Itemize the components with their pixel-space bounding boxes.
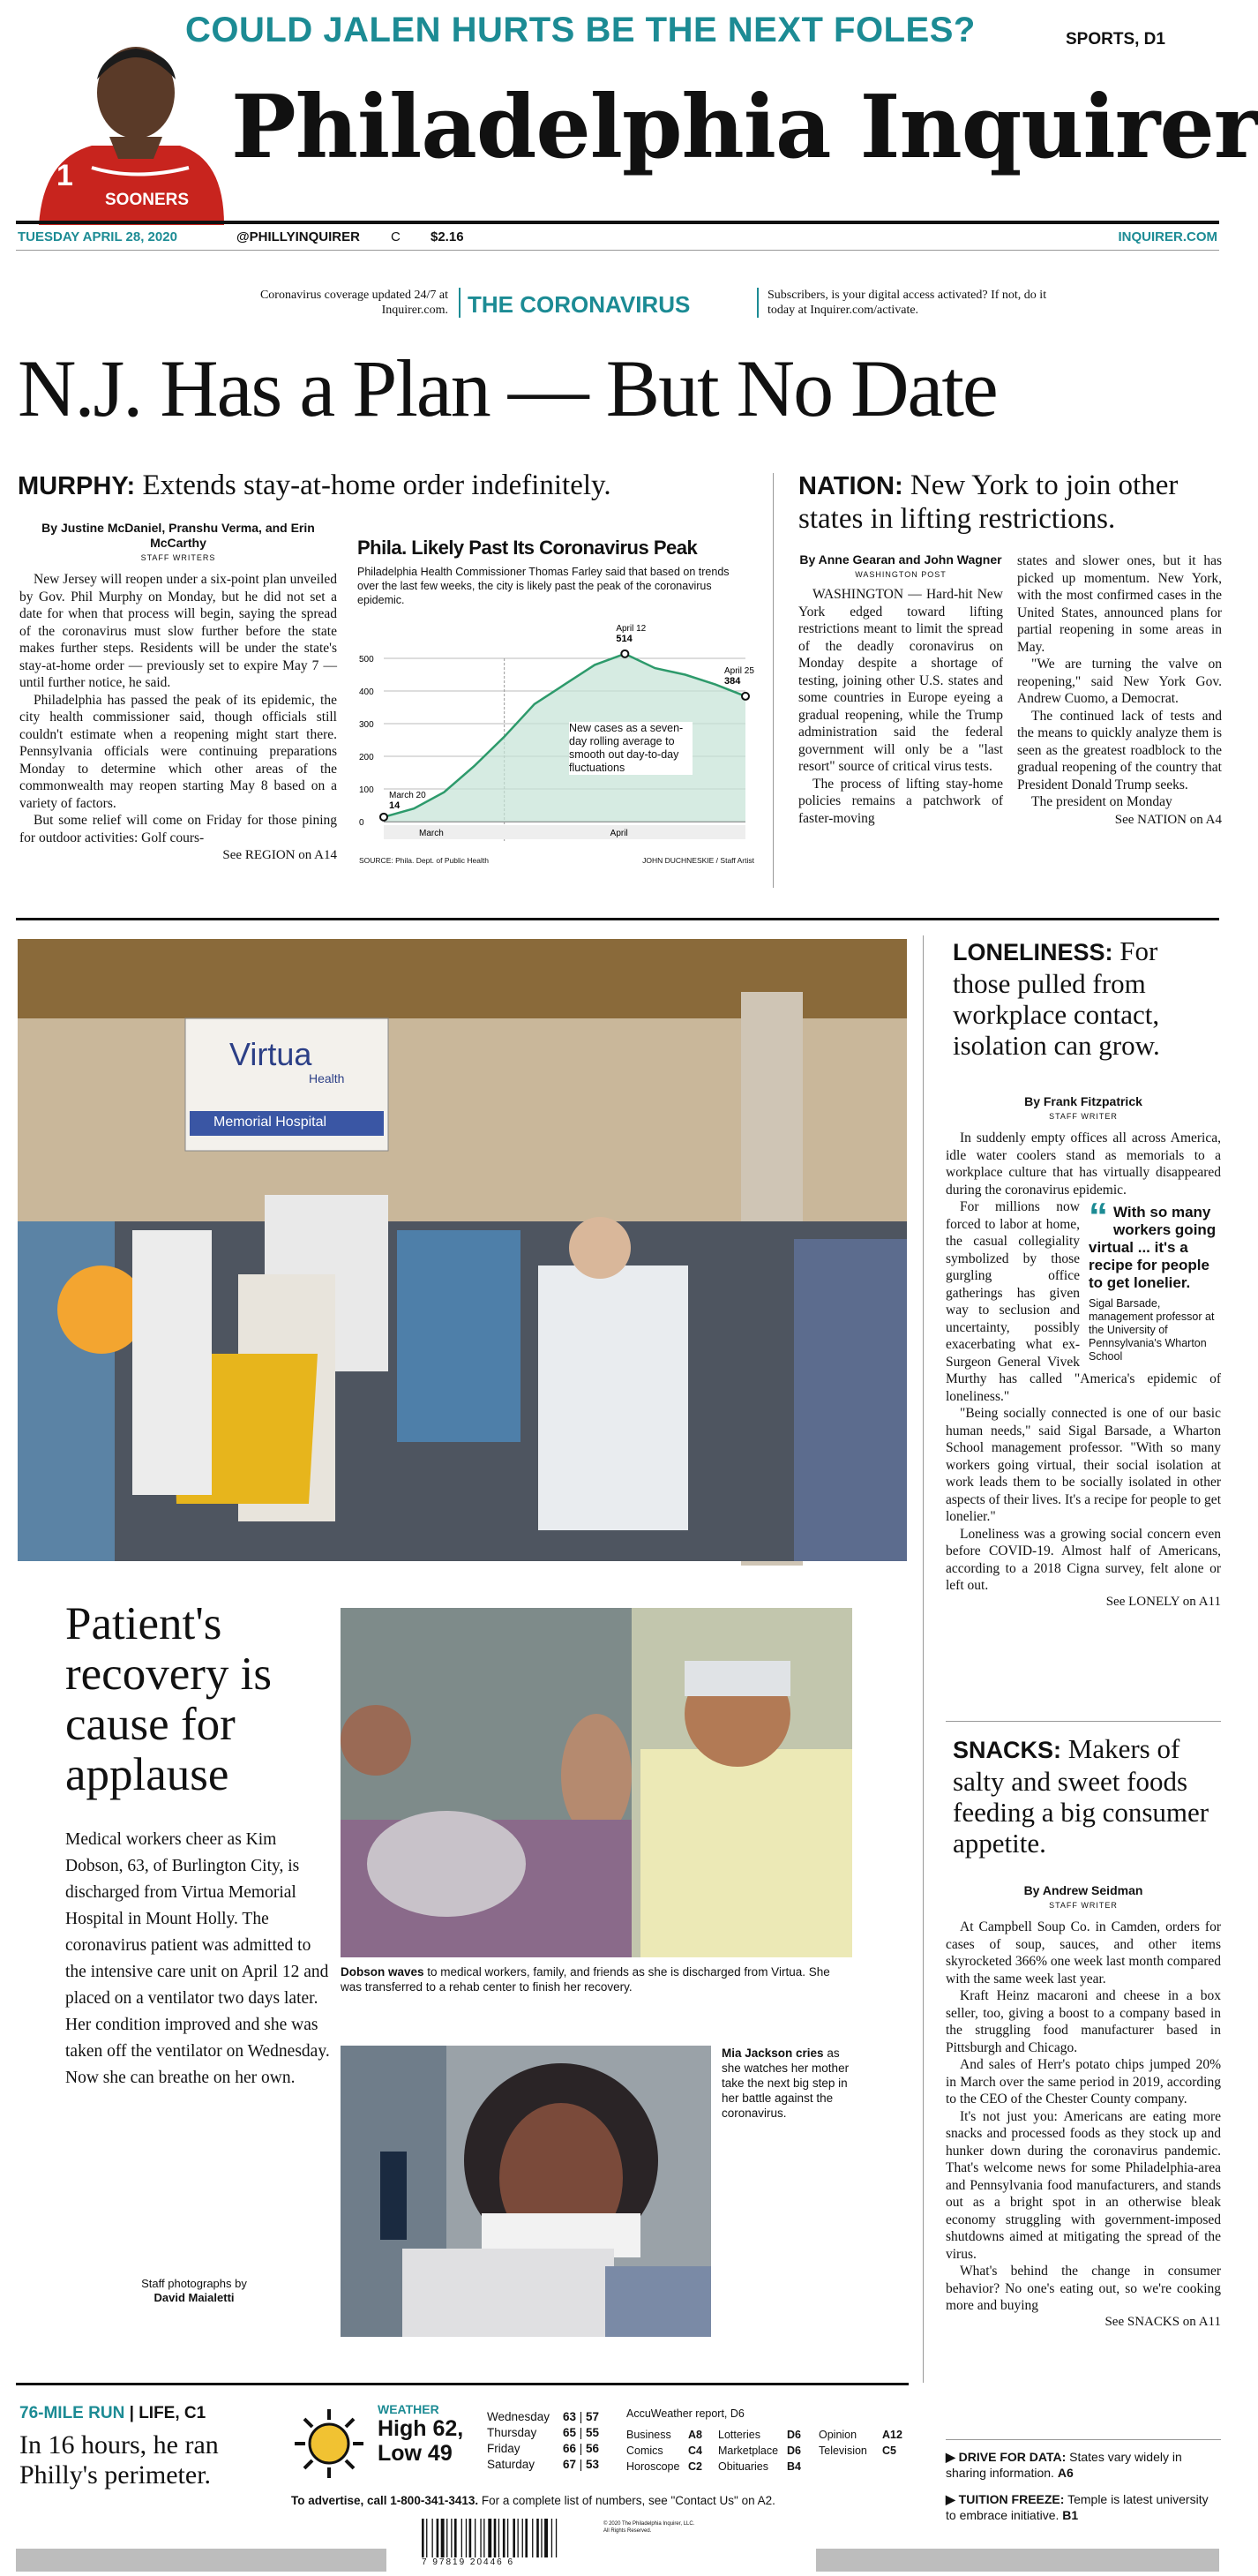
barcode-bar <box>518 2519 519 2557</box>
edition-code: C <box>391 229 401 244</box>
murphy-story <box>19 521 337 863</box>
bottom-gray-band <box>16 2549 386 2572</box>
patient-headline[interactable]: Patient's recovery is cause for applause <box>65 1598 272 1800</box>
index-item[interactable]: Marketplace D6 <box>718 2445 801 2457</box>
murphy-deck[interactable] <box>18 469 776 503</box>
index-item[interactable]: Television C5 <box>819 2445 896 2457</box>
divider <box>757 288 759 318</box>
snacks-story <box>946 1883 1221 2330</box>
divider <box>459 288 461 318</box>
barcode-bar <box>541 2519 542 2557</box>
price: $2.16 <box>431 229 464 244</box>
barcode-bar <box>461 2519 462 2557</box>
barcode-bar <box>483 2519 484 2557</box>
murphy-label: MURPHY: <box>18 472 136 500</box>
paragraph: states and slower ones, but it has picked up momentum. New York, with the most confirmed cases in the United States, announced plans for partial reopening in some areas in May. <box>1017 553 1222 655</box>
paragraph: New Jersey will reopen under a six-point plan unveiled by Gov. Phil Murphy on Monday, but he did not set a date for when that process will begin, saying the spread of the coronavirus must slow further before the state makes further steps. Residents will be under the state's stay-at-home order — previously set to expire May 7 — until further notice, he said. <box>19 572 337 690</box>
lead-headline[interactable]: N.J. Has a Plan — But No Date <box>18 343 997 433</box>
barcode-bar <box>437 2519 439 2557</box>
jump-line[interactable]: See REGION on A14 <box>222 848 337 862</box>
brief-label: DRIVE FOR DATA: <box>958 2450 1067 2464</box>
promo-photo <box>21 26 224 225</box>
paragraph: And sales of Herr's potato chips jumped 20% in March over the same period in 2019, according to the CEO of the Chester County company. <box>946 2057 1221 2107</box>
masthead-title: Philadelphia Inquirer <box>231 77 1258 178</box>
month-label: March <box>419 829 444 838</box>
column-rule <box>773 473 774 888</box>
paragraph: The president on Monday <box>1031 794 1172 809</box>
byline <box>946 1094 1221 1124</box>
column-rule <box>923 935 924 2383</box>
byline-names: By Frank Fitzpatrick <box>1024 1094 1142 1108</box>
byline-names: By Andrew Seidman <box>1023 1883 1143 1897</box>
paragraph: WASHINGTON — Hard-hit New York edged toward lifting restrictions meant to limit the spread of the deadly coronavirus on Monday despite a shortage of testing, joining other U.S. states and some countries in Europe eyeing a gradual reopening, while the Trump administration said the federal government will only be a "last resort" source of critical virus tests. <box>798 587 1003 774</box>
barcode-bar <box>532 2519 533 2557</box>
weather-label: WEATHER <box>378 2402 439 2416</box>
paragraph: In suddenly empty offices all across America, idle water coolers stand as memorials to a workplace culture that has virtually disappeared during the coronavirus epidemic. <box>946 1130 1221 1198</box>
barcode-bar <box>525 2519 528 2557</box>
subscriber-note: Subscribers, is your digital access activated? If not, do it today at Inquirer.com/activate. <box>768 289 1047 317</box>
month-label: April <box>610 829 628 838</box>
data-point <box>380 814 387 821</box>
advertise-phone[interactable]: To advertise, call 1-800-341-3413. <box>291 2494 479 2507</box>
footer-rule <box>16 2383 909 2385</box>
barcode-bar <box>498 2519 499 2557</box>
pull-quote-text: With so many workers going virtual ... it's a recipe for people to get lonelier. <box>1089 1204 1217 1291</box>
weather-high: High 62, <box>378 2416 464 2441</box>
index-item[interactable]: Lotteries D6 <box>718 2429 801 2441</box>
caption-text: as she watches her mother take the next big step in her battle against the coronavirus. <box>722 2047 850 2120</box>
promo-teaser[interactable]: COULD JALEN HURTS BE THE NEXT FOLES? <box>185 11 976 49</box>
barcode-bar <box>536 2519 539 2557</box>
photo-caption-2 <box>722 2046 854 2121</box>
brief-text: States vary widely in sharing information. <box>946 2450 1182 2480</box>
barcode-bar <box>469 2519 472 2557</box>
brief-item[interactable] <box>946 2449 1221 2481</box>
paragraph: For millions now forced to labor at home, the casual collegiality symbolized by those gurgling office gatherings has given way to seclusion and uncertainty, possibly exacerbating what ex-Surgeon General Vivek Murthy has called "America's epidemic of loneliness." <box>946 1199 1221 1404</box>
loneliness-deck-text: For those pulled from workplace contact, isolation can grow. <box>953 935 1160 1061</box>
paragraph: Loneliness was a growing social concern even before COVID-19. Almost half of Americans, according to a 2018 Cigna survey, felt alone or left out. <box>946 1526 1221 1593</box>
virtua-sign-brand: Virtua <box>229 1036 312 1072</box>
snacks-deck[interactable] <box>953 1733 1217 1859</box>
date-line: TUESDAY APRIL 28, 2020 <box>18 229 177 244</box>
section-divider <box>16 918 1219 920</box>
forecast-row: Thursday 65 | 55 <box>487 2426 600 2439</box>
paragraph: "Being socially connected is one of our basic human needs," said Sigal Barsade, a Wharton School management professor. "With so many workers going virtual, their social isolation at work leads them to be socially isolated in other aspects of their lives. It's a recipe for people to get lonelier." <box>946 1406 1221 1524</box>
barcode-bar <box>507 2519 508 2557</box>
barcode-bar <box>422 2519 424 2557</box>
index-item[interactable]: Business A8 <box>626 2429 702 2441</box>
site-link[interactable]: INQUIRER.COM <box>1118 229 1217 244</box>
annotation-value: 384 <box>724 675 741 687</box>
loneliness-body <box>946 1130 1221 1595</box>
murphy-body <box>19 571 337 846</box>
byline-names: By Justine McDaniel, Pranshu Verma, and Erin McCarthy <box>41 521 315 550</box>
forecast-row: Saturday 67 | 53 <box>487 2458 600 2471</box>
paragraph: "We are turning the valve on reopening," said New York Gov. Andrew Cuomo, a Democrat. <box>1017 657 1222 706</box>
patient-body: Medical workers cheer as Kim Dobson, 63, of Burlington City, is discharged from Virtua Memorial Hospital in Mount Holly. The coronavirus patient was admitted to the intensive care unit on April 12 and placed on a ventilator two days later. Her condition improved and she was taken off the ventilator on Wednesday. Now she can breathe on her own. <box>65 1830 330 2087</box>
annotation-label: April 25 <box>724 665 754 676</box>
pull-quote-attribution: Sigal Barsade, management professor at the University of Pennsylvania's Wharton School <box>1089 1297 1215 1363</box>
copyright: © 2020 The Philadelphia Inquirer, LLC. All Rights Reserved. <box>603 2521 695 2534</box>
nation-col2 <box>1017 552 1222 828</box>
nation-col1 <box>798 552 1003 827</box>
paragraph: The continued lack of tests and the means to quickly analyze them is seen as the greatest roadblock to the gradual reopening of the country that President Donald Trump seeks. <box>1017 708 1222 792</box>
loneliness-label: LONELINESS: <box>953 939 1113 965</box>
barcode-bar <box>446 2519 447 2557</box>
byline-role: WASHINGTON POST <box>855 570 947 579</box>
barcode-bar <box>551 2519 552 2557</box>
pull-quote <box>1089 1195 1221 1363</box>
index-item[interactable]: Horoscope C2 <box>626 2460 702 2473</box>
promo-section[interactable]: SPORTS, D1 <box>1066 30 1165 49</box>
chart-credit: JOHN DUCHNESKIE / Staff Artist <box>642 856 754 865</box>
byline <box>798 552 1003 582</box>
chart-note: New cases as a seven-day rolling average to smooth out day-to-day fluctuations <box>569 722 693 775</box>
briefs <box>946 2439 1221 2523</box>
brief-item[interactable] <box>946 2491 1221 2523</box>
nation-body-1 <box>798 586 1003 827</box>
barcode-bar <box>522 2519 523 2557</box>
annotation-label: March 20 <box>389 790 426 800</box>
paragraph: Kraft Heinz macaroni and cheese in a box seller, too, giving a boost to a company based in the struggling food manufacturer based in Pittsburgh and Chicago. <box>946 1988 1221 2055</box>
forecast-row: Wednesday 63 | 57 <box>487 2410 600 2423</box>
chart-subtitle: Philadelphia Health Commissioner Thomas Farley said that based on trends over the last few weeks, the city is likely past the peak of the coronavirus epidemic. <box>357 566 730 606</box>
run-text: In 16 hours, he ran Philly's perimeter. <box>19 2430 219 2490</box>
chart-title: Phila. Likely Past Its Coronavirus Peak <box>357 537 698 559</box>
brief-page: B1 <box>1062 2508 1079 2522</box>
forecast-table <box>487 2409 610 2473</box>
y-tick-label: 400 <box>359 687 374 697</box>
bottom-gray-band <box>816 2549 1219 2572</box>
snacks-deck-text: Makers of salty and sweet foods feeding a big consumer appetite. <box>953 1733 1209 1859</box>
barcode-bar <box>513 2519 515 2557</box>
contact-note: For a complete list of numbers, see "Contact Us" on A2. <box>481 2494 775 2507</box>
brief-arrow-icon: ▶ <box>946 2450 959 2464</box>
social-handle[interactable]: @PHILLYINQUIRER <box>236 229 360 244</box>
index-item[interactable]: Opinion A12 <box>819 2429 902 2441</box>
barcode-bar <box>466 2519 467 2557</box>
virtua-sign-hospital: Memorial Hospital <box>213 1115 327 1130</box>
index-item[interactable]: Comics C4 <box>626 2445 702 2457</box>
y-tick-label: 100 <box>359 785 374 795</box>
y-tick-label: 500 <box>359 655 374 665</box>
barcode-bar <box>488 2519 491 2557</box>
paragraph: What's behind the change in consumer behavior? No one's eating out, so we're cooking more and buying <box>946 2264 1221 2313</box>
paragraph: It's not just you: Americans are eating more snacks and processed foods as they stock up and hunker down during the coronavirus pandemic. That's welcome news for some Philadelphia-area and Pennsylvania food manufacturers, and stands out as a bright spot in an otherwise bleak economy struggling with government-imposed shutdowns aimed at mitigating the spread of the virus. <box>946 2108 1221 2262</box>
run-label: 76-MILE RUN <box>19 2404 125 2422</box>
barcode-bar <box>426 2519 427 2557</box>
separator: | <box>129 2404 139 2422</box>
loneliness-story <box>946 1094 1221 1610</box>
barcode <box>422 2519 700 2568</box>
credit-label: Staff photographs by <box>141 2277 247 2290</box>
murphy-deck-text: Extends stay-at-home order indefinitely. <box>142 469 611 501</box>
dobson-wave-photo <box>341 1608 852 1957</box>
barcode-bar <box>441 2519 445 2557</box>
weather-icon <box>291 2406 367 2482</box>
snacks-label: SNACKS: <box>953 1737 1062 1763</box>
barcode-bar <box>451 2519 452 2557</box>
barcode-bar <box>544 2519 548 2557</box>
barcode-bar <box>454 2519 457 2557</box>
weather-low: Low 49 <box>378 2441 453 2466</box>
weather-block <box>378 2402 483 2466</box>
brief-page: A6 <box>1057 2466 1074 2480</box>
story-divider <box>946 1721 1221 1722</box>
peak-chart <box>357 537 754 872</box>
nation-body-2 <box>1017 552 1222 811</box>
jersey-number: 1 <box>56 159 73 192</box>
annotation-label: April 12 <box>616 623 647 634</box>
paragraph: At Campbell Soup Co. in Camden, orders for cases of soup, sauces, and other items skyrocketed 366% one week last month compared with the same week last year. <box>946 1919 1221 1986</box>
y-tick-label: 300 <box>359 720 374 730</box>
barcode-bar <box>480 2519 481 2557</box>
byline-role: STAFF WRITERS <box>140 553 216 562</box>
virtua-sign-sub: Health <box>309 1071 345 1085</box>
caption-lead: Mia Jackson cries <box>722 2047 824 2060</box>
accuweather-note[interactable]: AccuWeather report, D6 <box>626 2407 745 2420</box>
jump-line[interactable]: See LONELY on A11 <box>1105 1594 1221 1609</box>
photo-credit <box>115 2277 273 2305</box>
brief-text: Temple is latest university to embrace initiative. <box>946 2492 1209 2522</box>
credit-name: David Maialetti <box>154 2291 235 2304</box>
annotation-value: 14 <box>389 800 401 811</box>
photo-caption-1 <box>341 1964 852 1994</box>
y-tick-label: 200 <box>359 753 374 762</box>
run-section: LIFE, C1 <box>139 2404 206 2422</box>
run-promo[interactable] <box>19 2404 284 2490</box>
barcode-bar <box>432 2519 433 2557</box>
byline-names: By Anne Gearan and John Wagner <box>799 552 1002 567</box>
barcode-bar <box>556 2519 557 2557</box>
chart-source: SOURCE: Phila. Dept. of Public Health <box>359 856 489 865</box>
nation-deck-text: New York to join other states in lifting restrictions. <box>798 469 1179 535</box>
brief-label: TUITION FREEZE: <box>958 2492 1065 2506</box>
coronavirus-label[interactable]: THE CORONAVIRUS <box>468 291 691 318</box>
barcode-bar <box>494 2519 497 2557</box>
paragraph: The process of lifting stay-home policies remains a patchwork of faster-moving <box>798 776 1003 826</box>
brief-arrow-icon: ▶ <box>946 2492 959 2506</box>
barcode-number: 7 97819 20446 6 <box>422 2557 515 2567</box>
snacks-body <box>946 1919 1221 2315</box>
data-point <box>742 693 749 700</box>
hero-photo <box>18 939 907 1561</box>
caption-text: to medical workers, family, and friends as she is discharged from Virtua. She was transferred to a rehab center to finish her recovery. <box>341 1965 830 1994</box>
coverage-note: Coronavirus coverage updated 24/7 at Inquirer.com. <box>259 289 448 317</box>
caption-lead: Dobson waves <box>341 1965 424 1979</box>
jump-line[interactable]: See NATION on A4 <box>1114 812 1222 827</box>
byline-role: STAFF WRITER <box>1049 1901 1118 1910</box>
forecast-row: Friday 66 | 56 <box>487 2442 600 2455</box>
loneliness-deck[interactable] <box>953 935 1217 1061</box>
jackson-cries-photo <box>341 2046 711 2337</box>
advertise-line <box>291 2494 909 2507</box>
byline-role: STAFF WRITER <box>1049 1112 1118 1121</box>
paragraph: But some relief will come on Friday for those pining for outdoor activities: Golf cours- <box>19 813 337 845</box>
chart-plot <box>357 623 754 852</box>
paragraph: Philadelphia has passed the peak of its epidemic, the city health commissioner said, though officials still couldn't estimate when a reopening might start there. Pennsylvania officials were continuing preparations Monday to determine which other areas of the commonwealth may reopen starting May 8 based on a variety of factors. <box>19 692 337 811</box>
jersey-text: SOONERS <box>105 191 190 209</box>
annotation-value: 514 <box>616 633 633 644</box>
y-tick-label: 0 <box>359 818 364 828</box>
data-point <box>621 650 628 657</box>
barcode-bar <box>503 2519 505 2557</box>
nation-label: NATION: <box>798 472 903 500</box>
quote-mark-icon: “ <box>1089 1195 1108 1238</box>
dateline-bar <box>16 221 1219 251</box>
byline <box>19 521 337 566</box>
nation-deck[interactable] <box>798 469 1222 536</box>
index-item[interactable]: Obituaries B4 <box>718 2460 801 2473</box>
byline <box>946 1883 1221 1913</box>
jump-line[interactable]: See SNACKS on A11 <box>1104 2314 1221 2329</box>
